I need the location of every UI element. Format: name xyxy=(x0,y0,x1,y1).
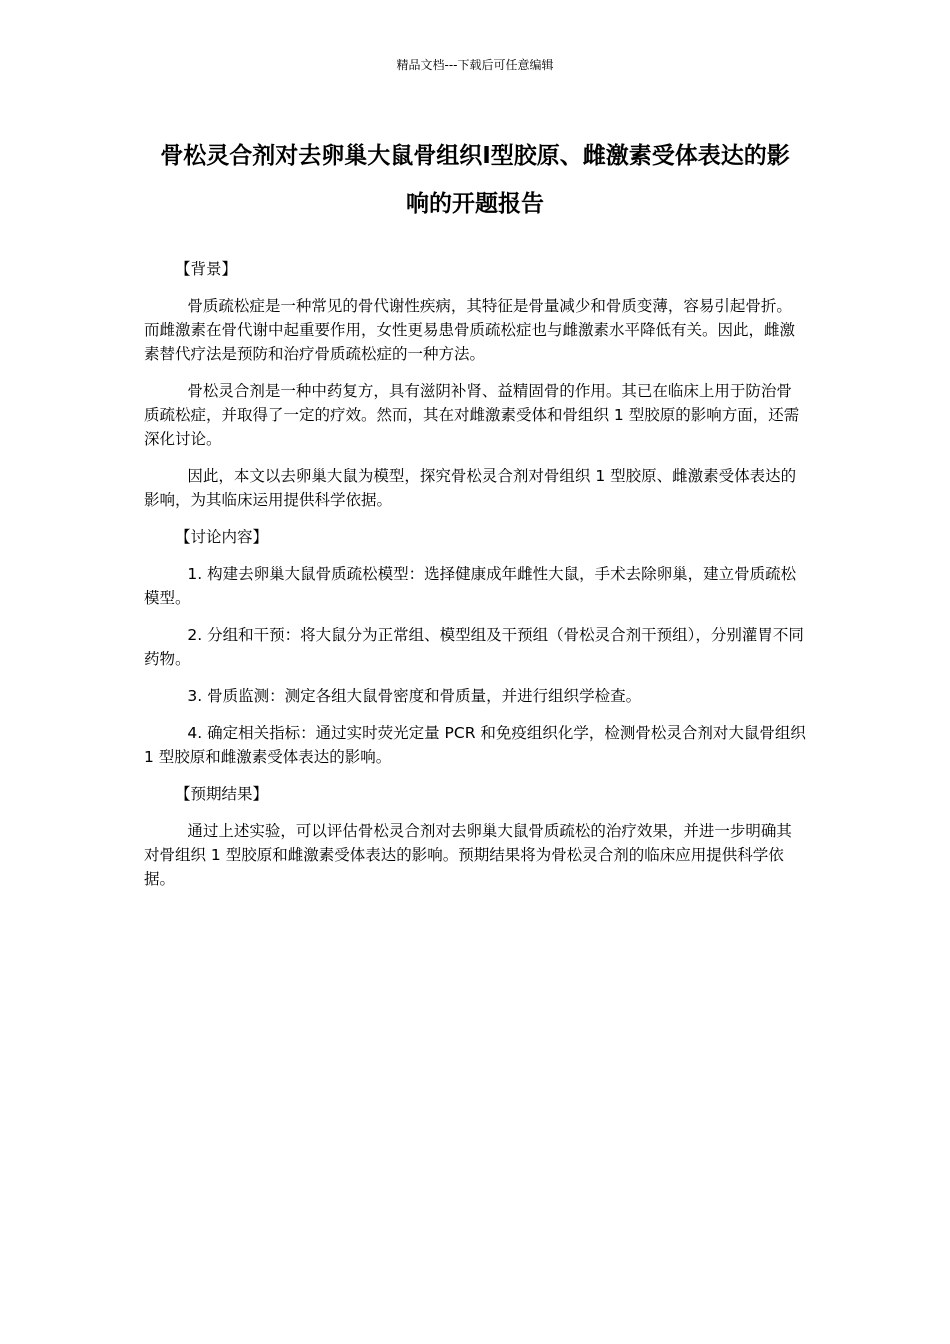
document-title: 骨松灵合剂对去卵巢大鼠骨组织Ⅰ型胶原、雌激素受体表达的影响的开题报告 xyxy=(160,143,790,217)
section-heading-discussion: 【讨论内容】 xyxy=(175,528,269,546)
expected-paragraph-1: 通过上述实验，可以评估骨松灵合剂对去卵巢大鼠骨质疏松的治疗效果，并进一步明确其对骨组织 1 型胶原和雌激素受体表达的影响。预期结果将为骨松灵合剂的临床应用提供科学依据。 xyxy=(144,822,792,888)
discussion-item-3: 3. 骨质监测：测定各组大鼠骨密度和骨质量，并进行组织学检查。 xyxy=(187,687,642,705)
discussion-item-4: 4. 确定相关指标：通过实时荧光定量 PCR 和免疫组织化学，检测骨松灵合剂对大鼠骨组织 1 型胶原和雌激素受体表达的影响。 xyxy=(144,724,806,766)
section-heading-expected: 【预期结果】 xyxy=(175,785,269,803)
background-paragraph-1: 骨质疏松症是一种常见的骨代谢性疾病，其特征是骨量减少和骨质变薄，容易引起骨折。而雌激素在骨代谢中起重要作用，女性更易患骨质疏松症也与雌激素水平降低有关。因此，雌激素替代疗法是预防和治疗骨质疏松症的一种方法。 xyxy=(144,297,796,363)
document-body xyxy=(144,257,806,904)
section-heading-background: 【背景】 xyxy=(175,260,238,278)
background-paragraph-2: 骨松灵合剂是一种中药复方，具有滋阴补肾、益精固骨的作用。其已在临床上用于防治骨质疏松症，并取得了一定的疗效。然而，其在对雌激素受体和骨组织 1 型胶原的影响方面，还需深化讨论。 xyxy=(144,382,800,448)
discussion-item-2: 2. 分组和干预：将大鼠分为正常组、模型组及干预组（骨松灵合剂干预组），分别灌胃不同药物。 xyxy=(144,626,804,668)
discussion-item-1: 1. 构建去卵巢大鼠骨质疏松模型：选择健康成年雌性大鼠，手术去除卵巢，建立骨质疏松模型。 xyxy=(144,565,797,607)
page-header-note: 精品文档---下载后可任意编辑 xyxy=(396,58,554,72)
background-paragraph-3: 因此，本文以去卵巢大鼠为模型，探究骨松灵合剂对骨组织 1 型胶原、雌激素受体表达的影响，为其临床运用提供科学依据。 xyxy=(144,467,797,509)
